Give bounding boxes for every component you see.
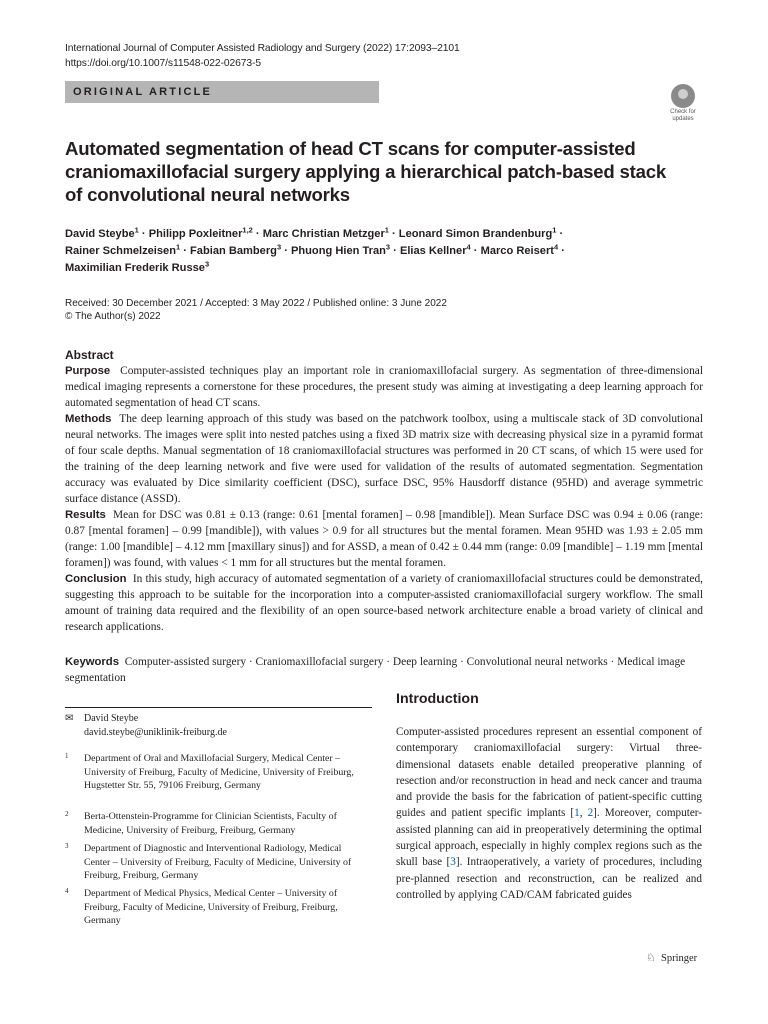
correspondence — [65, 712, 227, 740]
check-updates-icon — [671, 84, 695, 108]
citation-link[interactable]: 2 — [587, 807, 594, 820]
introduction-heading: Introduction — [396, 691, 479, 707]
abstract-results: Results Mean for DSC was 0.81 ± 0.13 (range: 0.61 [mental foramen] – 0.98 [mandible]). Mean Surface DSC was 0.94 ± 0.06 (range: 0.87 [mental foramen] – 0.99 [mandible]), with values > 0.9 for all structures but the mental foramen. Mean 95HD was 1.93 ± 2.05 mm (range: 1.00 [mandible] – 4.12 mm [maxillary sinus]) and for ASSD, a mean of 0.42 ± 0.44 mm (range: 0.09 [mandible] – 1.19 mm [mental foramen]) was found, with values < 1 mm for all structures but the mental foramen. — [65, 509, 703, 569]
publisher-logo — [646, 952, 697, 964]
keywords — [65, 654, 705, 686]
abstract-methods: Methods The deep learning approach of this study was based on the patchwork toolbox, using a multiscale stack of 3D convolutional neural networks. The images were split into nested patches using a fixed 3D matrix size with decreasing physical size in a pyramid format of four scale depths. Manual segmentation of 18 craniomaxillofacial structures was performed in 20 CT scans, of which 15 were used for the training of the deep learning network and five were used for validation of the results of automated segmentation. Segmentation accuracy was evaluated by Dice similarity coefficient (DSC), surface DSC, 95% Hausdorff distance (95HD) and average symmetric surface distance (ASSD). — [65, 413, 703, 505]
author[interactable]: Philipp Poxleitner$^{1,2}$ — [148, 225, 253, 240]
abstract-heading: Abstract — [65, 348, 114, 362]
author-list: David Steybe$^1$ · Philipp Poxleitner$^{1,2}$ · Marc Christian Metzger$^1$ · Leonard Simon Brandenburg$^1$ · Rainer Schmelzeisen$^1$ · Fabian Bamberg$^3$ · Phuong Hien Tran$^3$ · Elias Kellner$^4$ · Marco Reisert$^4$ · Maximilian Frederik Russe$^3$ — [65, 225, 565, 274]
author[interactable]: Leonard Simon Brandenburg$^1$ — [398, 225, 557, 240]
corresponding-author: David Steybe — [84, 713, 139, 724]
author[interactable]: Phuong Hien Tran$^3$ — [290, 242, 391, 257]
corresponding-email[interactable]: david.steybe@uniklinik-freiburg.de — [84, 727, 227, 738]
article-type-banner: ORIGINAL ARTICLE — [65, 81, 379, 103]
author[interactable]: Maximilian Frederik Russe$^3$ — [65, 259, 210, 274]
citation-link[interactable]: 3 — [450, 856, 456, 869]
publication-dates — [65, 297, 447, 323]
author[interactable]: Fabian Bamberg$^3$ — [190, 242, 282, 257]
citation-link[interactable]: 1 — [574, 807, 580, 820]
affiliation: 1 Department of Oral and Maxillofacial Surgery, Medical Center – University of Freiburg, Faculty of Medicine, University of Freiburg, Hugstetter Str. 55, 79106 Freiburg, Germany — [65, 752, 354, 791]
doi-link[interactable]: https://doi.org/10.1007/s11548-022-02673-5 — [65, 58, 261, 69]
introduction-text: Computer-assisted procedures represent an essential component of contemporary craniomaxillofacial surgery: Virtual three-dimensional datasets enable detailed preoperative planning of resection and/or reconstruction in head and neck cancer and trauma and provide the basis for the fabrication of patient-specific cutting guides and patient specific implants [1, 2]. Moreover, computer-assisted planning can aid in preoperatively determining the optimal surgical approach, especially in highly complex regions such as the skull base [3]. Intraoperatively, a variety of procedures, including pre-planned resection and reconstruction, can be realized and controlled by applying CAD/CAM fabricated guides — [396, 726, 703, 901]
affiliation: 4 Department of Medical Physics, Medical Center – University of Freiburg, Faculty of Medicine, University of Freiburg, Freiburg, Germany — [65, 887, 338, 926]
affiliation: 2 Berta-Ottenstein-Programme for Clinician Scientists, Faculty of Medicine, University of Freiburg, Freiburg, Germany — [65, 810, 337, 836]
springer-horse-icon: ♘ — [646, 952, 656, 964]
author[interactable]: Marc Christian Metzger$^1$ — [262, 225, 389, 240]
author[interactable]: David Steybe$^1$ — [65, 225, 139, 240]
abstract — [65, 347, 703, 635]
envelope-icon: ✉ — [65, 713, 74, 724]
author[interactable]: Marco Reisert$^4$ — [480, 242, 559, 257]
abstract-purpose: Purpose Computer-assisted techniques play an important role in craniomaxillofacial surgery. As segmentation of three-dimensional medical imaging represents a cornerstone for these procedures, the present study was aiming at investigating a deep learning approach for automated segmentation of head CT scans. — [65, 365, 703, 409]
check-updates-label: Check for updates — [670, 109, 696, 122]
copyright: © The Author(s) 2022 — [65, 311, 161, 322]
author[interactable]: Rainer Schmelzeisen$^1$ — [65, 242, 181, 257]
keywords-list: Computer-assisted surgery · Craniomaxillofacial surgery · Deep learning · Convolutional neural networks · Medical image segmentation — [65, 656, 686, 684]
footnote-divider — [65, 707, 372, 708]
check-for-updates-badge[interactable] — [665, 84, 701, 124]
paper-title: Automated segmentation of head CT scans for computer-assisted craniomaxillofacial surgery applying a hierarchical patch-based stack of convolutional neural networks — [65, 138, 667, 205]
publisher-name: Springer — [661, 952, 698, 964]
journal-citation: International Journal of Computer Assisted Radiology and Surgery (2022) 17:2093–2101 — [65, 43, 460, 54]
abstract-conclusion: Conclusion In this study, high accuracy of automated segmentation of a variety of craniomaxillofacial structures could be demonstrated, suggesting this approach to be suitable for the incorporation into a computer-assisted craniomaxillofacial surgery workflow. The small amount of training data required and the flexibility of an open source-based network architecture enable a broad variety of clinical and research applications. — [65, 573, 703, 633]
affiliation: 3 Department of Diagnostic and Interventional Radiology, Medical Center – University of Freiburg, Faculty of Medicine, University of Freiburg, Freiburg, Germany — [65, 842, 352, 881]
history-dates: Received: 30 December 2021 / Accepted: 3 May 2022 / Published online: 3 June 2022 — [65, 298, 447, 309]
journal-header — [65, 41, 460, 71]
keywords-label: Keywords — [65, 656, 119, 668]
author[interactable]: Elias Kellner$^4$ — [399, 242, 471, 257]
